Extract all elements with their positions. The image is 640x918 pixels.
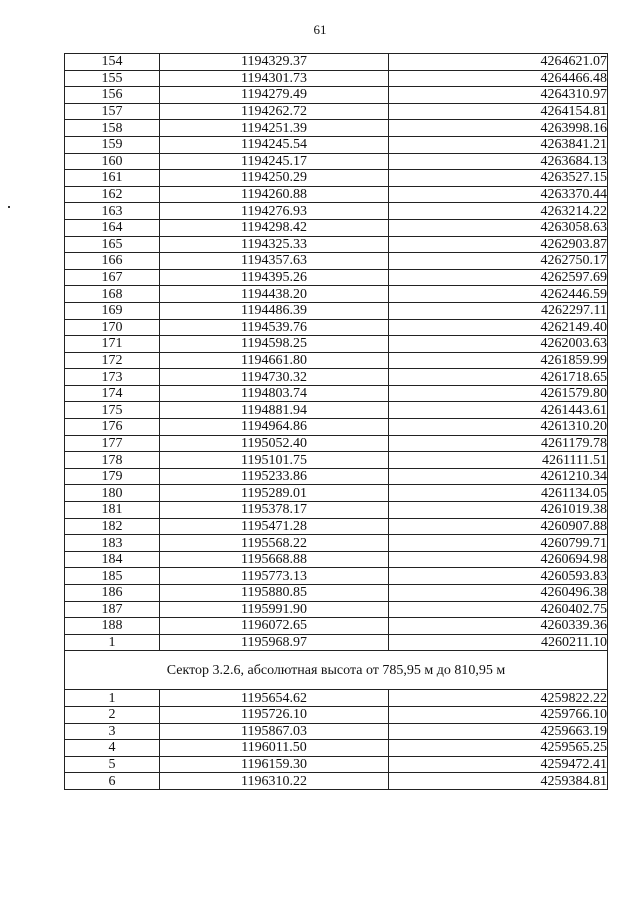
x-coordinate-cell: 1194357.63 bbox=[160, 253, 389, 270]
point-number-cell: 180 bbox=[65, 485, 160, 502]
y-coordinate-cell: 4261579.80 bbox=[389, 385, 608, 402]
x-coordinate-cell: 1194486.39 bbox=[160, 302, 389, 319]
point-number-cell: 177 bbox=[65, 435, 160, 452]
coordinates-table-body-b bbox=[65, 690, 608, 790]
y-coordinate-cell: 4259766.10 bbox=[389, 706, 608, 723]
x-coordinate-cell: 1194250.29 bbox=[160, 170, 389, 187]
table-row bbox=[65, 502, 608, 519]
table-row bbox=[65, 535, 608, 552]
point-number-cell: 188 bbox=[65, 618, 160, 635]
x-coordinate-cell: 1194262.72 bbox=[160, 103, 389, 120]
table-row bbox=[65, 336, 608, 353]
table-row bbox=[65, 203, 608, 220]
table-row bbox=[65, 120, 608, 137]
y-coordinate-cell: 4263370.44 bbox=[389, 186, 608, 203]
point-number-cell: 167 bbox=[65, 269, 160, 286]
table-row bbox=[65, 103, 608, 120]
x-coordinate-cell: 1194803.74 bbox=[160, 385, 389, 402]
table-row bbox=[65, 87, 608, 104]
y-coordinate-cell: 4259472.41 bbox=[389, 756, 608, 773]
table-row bbox=[65, 153, 608, 170]
y-coordinate-cell: 4262750.17 bbox=[389, 253, 608, 270]
x-coordinate-cell: 1194661.80 bbox=[160, 352, 389, 369]
point-number-cell: 174 bbox=[65, 385, 160, 402]
y-coordinate-cell: 4262903.87 bbox=[389, 236, 608, 253]
x-coordinate-cell: 1195726.10 bbox=[160, 706, 389, 723]
y-coordinate-cell: 4259822.22 bbox=[389, 690, 608, 707]
y-coordinate-cell: 4261111.51 bbox=[389, 452, 608, 469]
x-coordinate-cell: 1195568.22 bbox=[160, 535, 389, 552]
point-number-cell: 187 bbox=[65, 601, 160, 618]
y-coordinate-cell: 4264310.97 bbox=[389, 87, 608, 104]
point-number-cell: 183 bbox=[65, 535, 160, 552]
y-coordinate-cell: 4260907.88 bbox=[389, 518, 608, 535]
table-row bbox=[65, 302, 608, 319]
x-coordinate-cell: 1195101.75 bbox=[160, 452, 389, 469]
table-row bbox=[65, 435, 608, 452]
y-coordinate-cell: 4260799.71 bbox=[389, 535, 608, 552]
x-coordinate-cell: 1195668.88 bbox=[160, 551, 389, 568]
table-row bbox=[65, 385, 608, 402]
table-row bbox=[65, 402, 608, 419]
point-number-cell: 170 bbox=[65, 319, 160, 336]
table-row bbox=[65, 269, 608, 286]
point-number-cell: 184 bbox=[65, 551, 160, 568]
table-row bbox=[65, 54, 608, 71]
y-coordinate-cell: 4261859.99 bbox=[389, 352, 608, 369]
point-number-cell: 160 bbox=[65, 153, 160, 170]
table-row bbox=[65, 485, 608, 502]
y-coordinate-cell: 4260593.83 bbox=[389, 568, 608, 585]
margin-dot bbox=[8, 206, 10, 208]
table-row bbox=[65, 773, 608, 790]
point-number-cell: 175 bbox=[65, 402, 160, 419]
point-number-cell: 6 bbox=[65, 773, 160, 790]
point-number-cell: 161 bbox=[65, 170, 160, 187]
x-coordinate-cell: 1195654.62 bbox=[160, 690, 389, 707]
x-coordinate-cell: 1196072.65 bbox=[160, 618, 389, 635]
point-number-cell: 155 bbox=[65, 70, 160, 87]
x-coordinate-cell: 1195471.28 bbox=[160, 518, 389, 535]
x-coordinate-cell: 1194245.17 bbox=[160, 153, 389, 170]
table-row bbox=[65, 136, 608, 153]
y-coordinate-cell: 4262003.63 bbox=[389, 336, 608, 353]
y-coordinate-cell: 4261179.78 bbox=[389, 435, 608, 452]
y-coordinate-cell: 4262446.59 bbox=[389, 286, 608, 303]
point-number-cell: 186 bbox=[65, 585, 160, 602]
y-coordinate-cell: 4260402.75 bbox=[389, 601, 608, 618]
table-row bbox=[65, 551, 608, 568]
x-coordinate-cell: 1194251.39 bbox=[160, 120, 389, 137]
x-coordinate-cell: 1194245.54 bbox=[160, 136, 389, 153]
table-row bbox=[65, 219, 608, 236]
x-coordinate-cell: 1194964.86 bbox=[160, 419, 389, 436]
table-row bbox=[65, 70, 608, 87]
y-coordinate-cell: 4262297.11 bbox=[389, 302, 608, 319]
table-row bbox=[65, 601, 608, 618]
point-number-cell: 4 bbox=[65, 740, 160, 757]
point-number-cell: 173 bbox=[65, 369, 160, 386]
table-row bbox=[65, 253, 608, 270]
point-number-cell: 163 bbox=[65, 203, 160, 220]
point-number-cell: 176 bbox=[65, 419, 160, 436]
x-coordinate-cell: 1194329.37 bbox=[160, 54, 389, 71]
table-row bbox=[65, 756, 608, 773]
x-coordinate-cell: 1195880.85 bbox=[160, 585, 389, 602]
point-number-cell: 166 bbox=[65, 253, 160, 270]
table-row bbox=[65, 568, 608, 585]
point-number-cell: 165 bbox=[65, 236, 160, 253]
y-coordinate-cell: 4263527.15 bbox=[389, 170, 608, 187]
x-coordinate-cell: 1195052.40 bbox=[160, 435, 389, 452]
x-coordinate-cell: 1195378.17 bbox=[160, 502, 389, 519]
x-coordinate-cell: 1194598.25 bbox=[160, 336, 389, 353]
table-row bbox=[65, 369, 608, 386]
x-coordinate-cell: 1195289.01 bbox=[160, 485, 389, 502]
y-coordinate-cell: 4263841.21 bbox=[389, 136, 608, 153]
x-coordinate-cell: 1194279.49 bbox=[160, 87, 389, 104]
y-coordinate-cell: 4262597.69 bbox=[389, 269, 608, 286]
point-number-cell: 171 bbox=[65, 336, 160, 353]
point-number-cell: 178 bbox=[65, 452, 160, 469]
x-coordinate-cell: 1194395.26 bbox=[160, 269, 389, 286]
point-number-cell: 3 bbox=[65, 723, 160, 740]
coordinates-table-body-a bbox=[65, 54, 608, 651]
point-number-cell: 157 bbox=[65, 103, 160, 120]
y-coordinate-cell: 4259663.19 bbox=[389, 723, 608, 740]
x-coordinate-cell: 1194438.20 bbox=[160, 286, 389, 303]
y-coordinate-cell: 4263058.63 bbox=[389, 219, 608, 236]
x-coordinate-cell: 1196011.50 bbox=[160, 740, 389, 757]
table-row bbox=[65, 286, 608, 303]
table-row bbox=[65, 452, 608, 469]
table-row bbox=[65, 352, 608, 369]
y-coordinate-cell: 4264621.07 bbox=[389, 54, 608, 71]
x-coordinate-cell: 1196159.30 bbox=[160, 756, 389, 773]
point-number-cell: 172 bbox=[65, 352, 160, 369]
table-row bbox=[65, 634, 608, 651]
point-number-cell: 179 bbox=[65, 468, 160, 485]
coordinates-table bbox=[64, 53, 608, 790]
point-number-cell: 162 bbox=[65, 186, 160, 203]
table-row bbox=[65, 585, 608, 602]
x-coordinate-cell: 1194298.42 bbox=[160, 219, 389, 236]
point-number-cell: 181 bbox=[65, 502, 160, 519]
sector-heading-row bbox=[65, 651, 608, 690]
point-number-cell: 159 bbox=[65, 136, 160, 153]
table-row bbox=[65, 468, 608, 485]
y-coordinate-cell: 4263214.22 bbox=[389, 203, 608, 220]
x-coordinate-cell: 1194881.94 bbox=[160, 402, 389, 419]
point-number-cell: 1 bbox=[65, 690, 160, 707]
table-row bbox=[65, 170, 608, 187]
x-coordinate-cell: 1194539.76 bbox=[160, 319, 389, 336]
point-number-cell: 185 bbox=[65, 568, 160, 585]
page-number: 61 bbox=[313, 22, 327, 37]
y-coordinate-cell: 4261019.38 bbox=[389, 502, 608, 519]
y-coordinate-cell: 4263684.13 bbox=[389, 153, 608, 170]
x-coordinate-cell: 1194260.88 bbox=[160, 186, 389, 203]
sector-heading: Сектор 3.2.6, абсолютная высота от 785,95 м до 810,95 м bbox=[65, 651, 608, 690]
x-coordinate-cell: 1195233.86 bbox=[160, 468, 389, 485]
y-coordinate-cell: 4261718.65 bbox=[389, 369, 608, 386]
point-number-cell: 2 bbox=[65, 706, 160, 723]
y-coordinate-cell: 4261310.20 bbox=[389, 419, 608, 436]
table-row bbox=[65, 690, 608, 707]
x-coordinate-cell: 1195867.03 bbox=[160, 723, 389, 740]
y-coordinate-cell: 4261134.05 bbox=[389, 485, 608, 502]
point-number-cell: 182 bbox=[65, 518, 160, 535]
point-number-cell: 168 bbox=[65, 286, 160, 303]
point-number-cell: 164 bbox=[65, 219, 160, 236]
y-coordinate-cell: 4263998.16 bbox=[389, 120, 608, 137]
x-coordinate-cell: 1195773.13 bbox=[160, 568, 389, 585]
table-row bbox=[65, 706, 608, 723]
point-number-cell: 5 bbox=[65, 756, 160, 773]
point-number-cell: 154 bbox=[65, 54, 160, 71]
point-number-cell: 158 bbox=[65, 120, 160, 137]
y-coordinate-cell: 4260694.98 bbox=[389, 551, 608, 568]
table-row bbox=[65, 723, 608, 740]
y-coordinate-cell: 4262149.40 bbox=[389, 319, 608, 336]
y-coordinate-cell: 4261443.61 bbox=[389, 402, 608, 419]
y-coordinate-cell: 4260496.38 bbox=[389, 585, 608, 602]
x-coordinate-cell: 1194301.73 bbox=[160, 70, 389, 87]
point-number-cell: 1 bbox=[65, 634, 160, 651]
x-coordinate-cell: 1195968.97 bbox=[160, 634, 389, 651]
x-coordinate-cell: 1194730.32 bbox=[160, 369, 389, 386]
table-row bbox=[65, 518, 608, 535]
sector-heading-section bbox=[65, 651, 608, 690]
table-row bbox=[65, 186, 608, 203]
table-row bbox=[65, 618, 608, 635]
table-row bbox=[65, 319, 608, 336]
x-coordinate-cell: 1196310.22 bbox=[160, 773, 389, 790]
point-number-cell: 169 bbox=[65, 302, 160, 319]
y-coordinate-cell: 4264466.48 bbox=[389, 70, 608, 87]
x-coordinate-cell: 1194276.93 bbox=[160, 203, 389, 220]
y-coordinate-cell: 4260211.10 bbox=[389, 634, 608, 651]
y-coordinate-cell: 4264154.81 bbox=[389, 103, 608, 120]
x-coordinate-cell: 1195991.90 bbox=[160, 601, 389, 618]
x-coordinate-cell: 1194325.33 bbox=[160, 236, 389, 253]
table-row bbox=[65, 740, 608, 757]
table-row bbox=[65, 419, 608, 436]
table-row bbox=[65, 236, 608, 253]
y-coordinate-cell: 4260339.36 bbox=[389, 618, 608, 635]
y-coordinate-cell: 4259565.25 bbox=[389, 740, 608, 757]
y-coordinate-cell: 4259384.81 bbox=[389, 773, 608, 790]
y-coordinate-cell: 4261210.34 bbox=[389, 468, 608, 485]
point-number-cell: 156 bbox=[65, 87, 160, 104]
